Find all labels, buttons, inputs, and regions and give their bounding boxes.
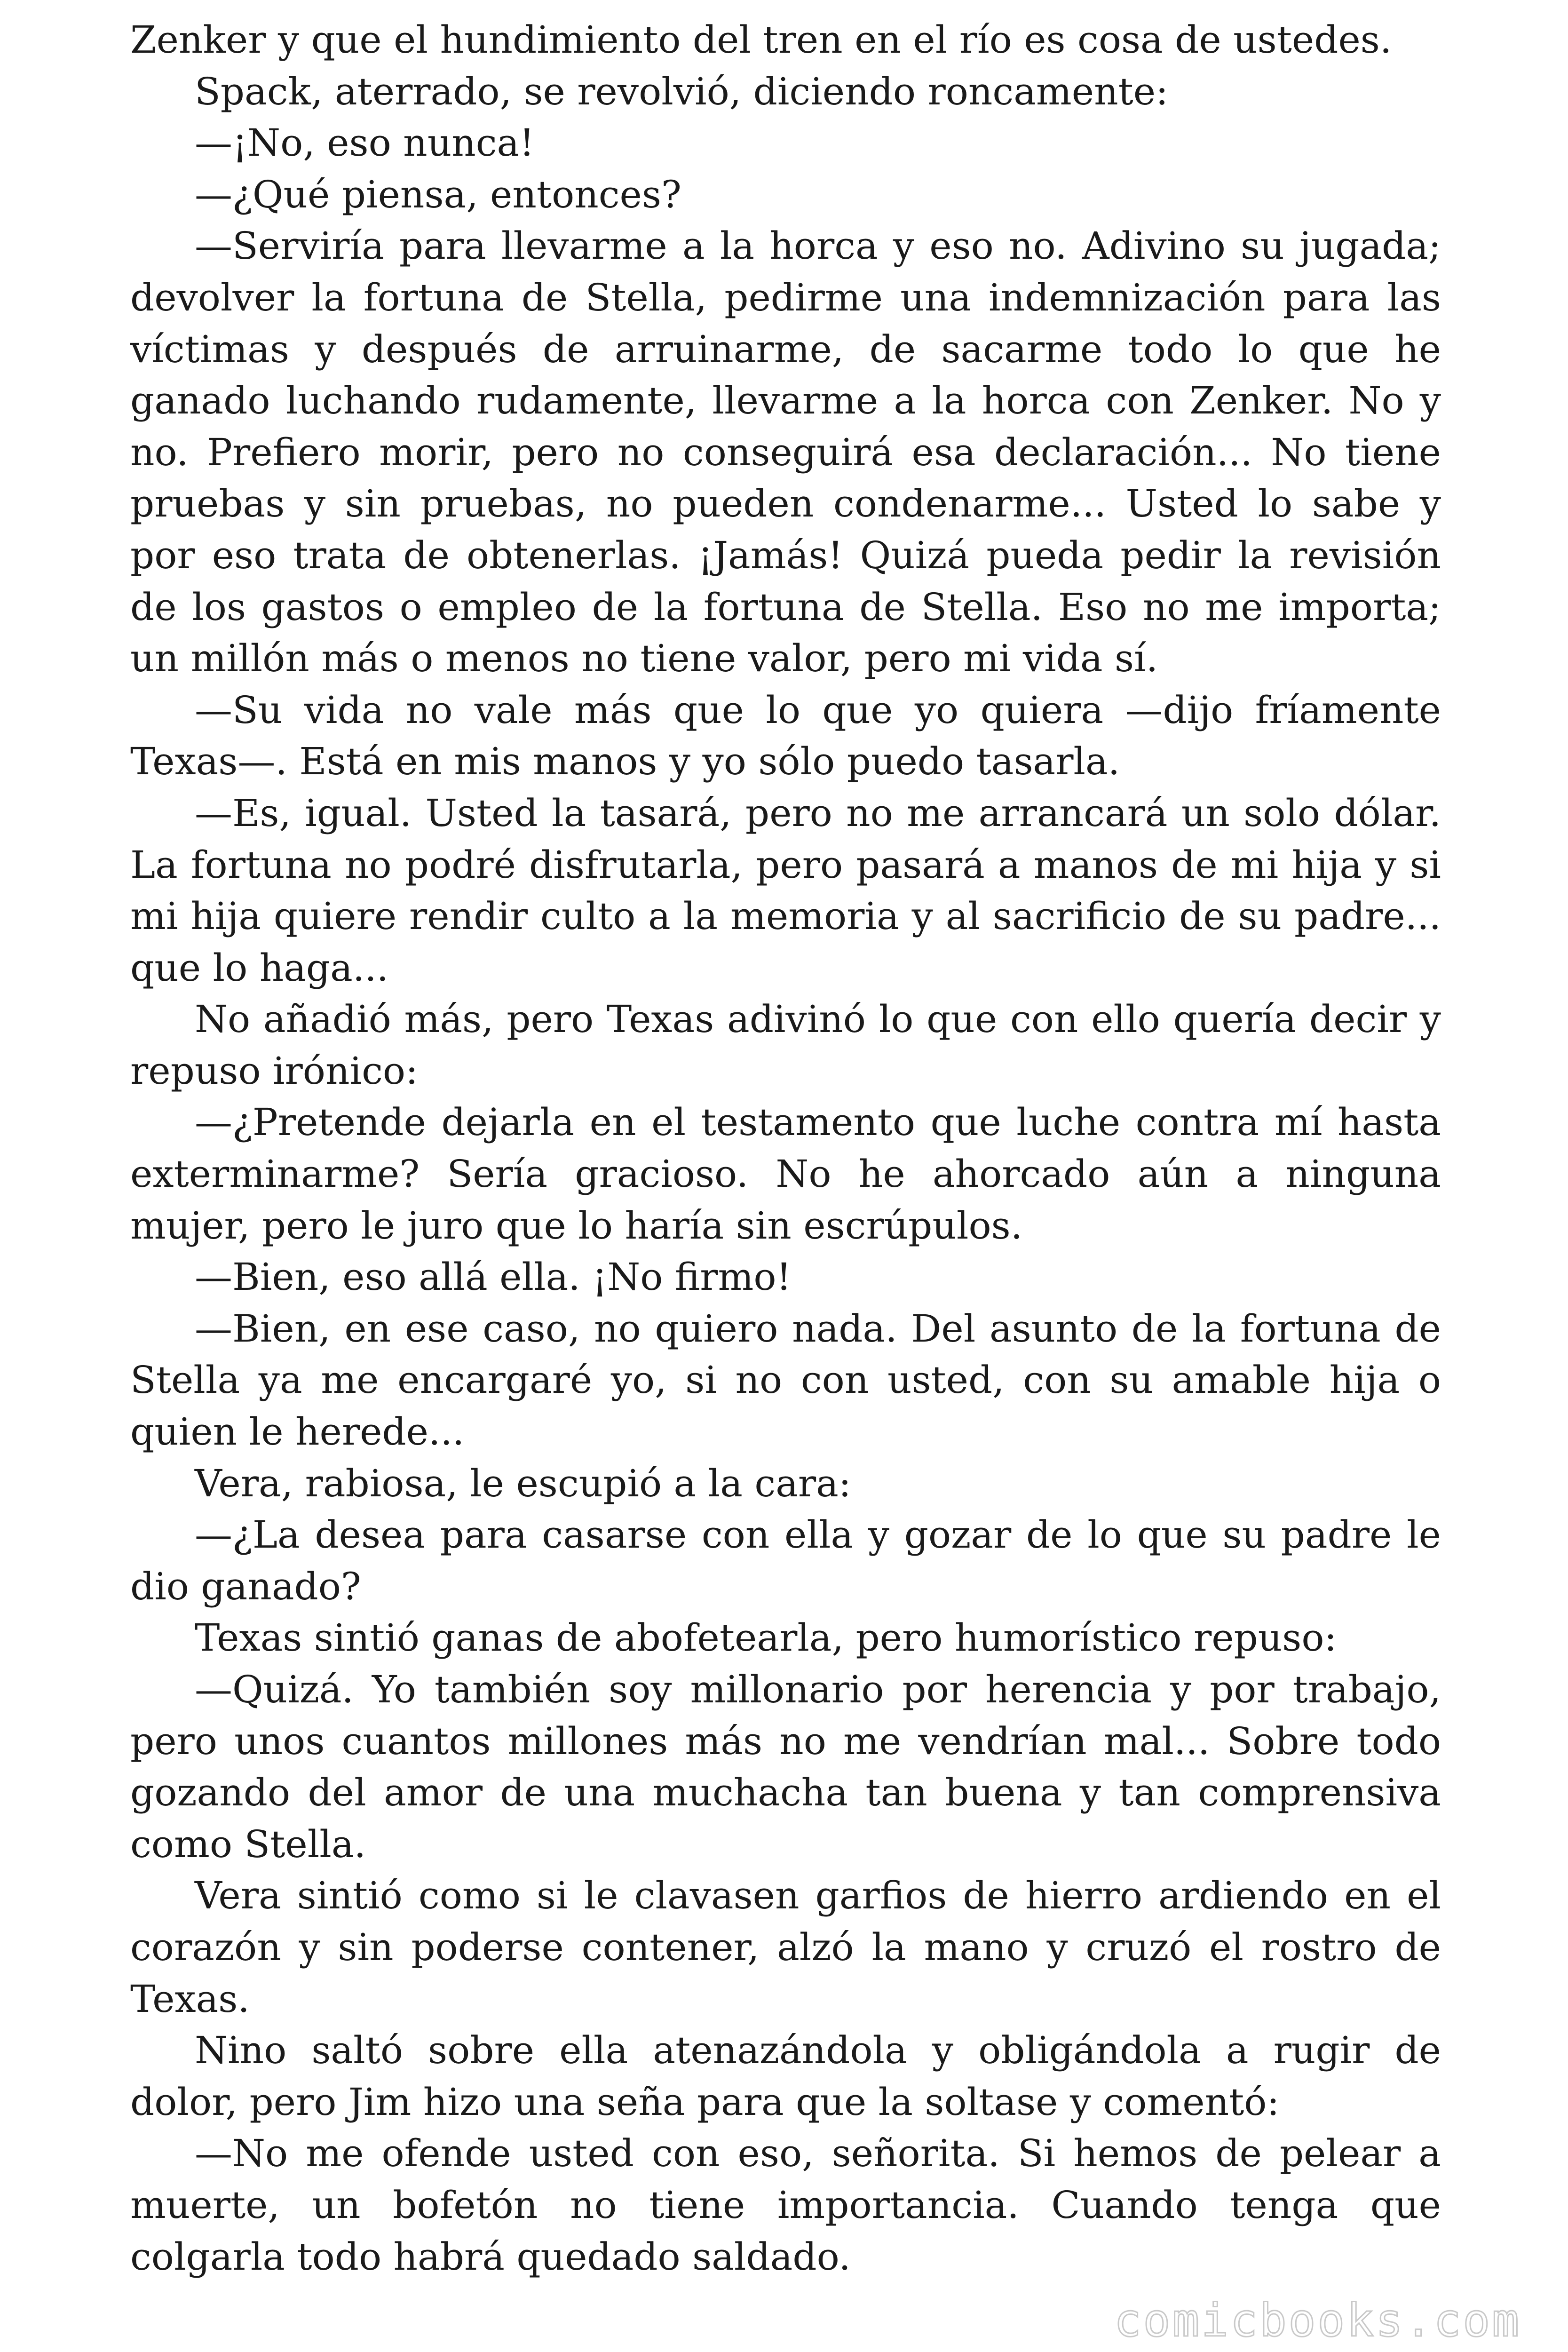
- paragraph-1: Zenker y que el hundimiento del tren en el río es cosa de ustedes.: [130, 18, 1392, 62]
- paragraph-8: No añadió más, pero Texas adivinó lo que con ello quería decir y repuso irónico:: [130, 997, 1441, 1093]
- paragraph-12: Vera, rabiosa, le escupió a la cara:: [195, 1461, 851, 1505]
- paragraph-10: —Bien, eso allá ella. ¡No firmo!: [195, 1255, 792, 1299]
- paragraph-17: Nino saltó sobre ella atenazándola y obligándola a rugir de dolor, pero Jim hizo una seña para que la soltase y comentó:: [130, 2028, 1441, 2124]
- book-page-text: [130, 14, 1441, 2282]
- paragraph-6: —Su vida no vale más que lo que yo quiera —dijo fríamente Texas—. Está en mis manos y yo sólo puedo tasarla.: [130, 688, 1441, 784]
- paragraph-15: —Quizá. Yo también soy millonario por herencia y por trabajo, pero unos cuantos millones más no me vendrían mal... Sobre todo gozando del amor de una muchacha tan buena y tan comprensiva como Stella.: [130, 1668, 1441, 1866]
- paragraph-14: Texas sintió ganas de abofetearla, pero humorístico repuso:: [195, 1616, 1337, 1660]
- paragraph-13: —¿La desea para casarse con ella y gozar de lo que su padre le dio ganado?: [130, 1513, 1441, 1608]
- paragraph-5: —Serviría para llevarme a la horca y eso no. Adivino su jugada; devolver la fortuna de Stella, pedirme una indemnización para las víctimas y después de arruinarme, de sacarme todo lo que he ganado luchando rudamente, llevarme a la horca con Zenker. No y no. Prefiero morir, pero no conseguirá esa declaración... No tiene pruebas y sin pruebas, no pueden condenarme... Usted lo sabe y por eso trata de obtenerlas. ¡Jamás! Quizá pueda pedir la revisión de los gastos o empleo de la fortuna de Stella. Eso no me importa; un millón más o menos no tiene valor, pero mi vida sí.: [130, 224, 1441, 681]
- paragraph-7: —Es, igual. Usted la tasará, pero no me arrancará un solo dólar. La fortuna no podré disfrutarla, pero pasará a manos de mi hija y si mi hija quiere rendir culto a la memoria y al sacrificio de su padre... que lo haga...: [130, 791, 1441, 990]
- paragraph-4: —¿Qué piensa, entonces?: [195, 172, 681, 216]
- watermark: comicbooks.com: [1114, 2294, 1521, 2347]
- paragraph-3: —¡No, eso nunca!: [195, 121, 535, 165]
- paragraph-18: —No me ofende usted con eso, señorita. Si hemos de pelear a muerte, un bofetón no tiene importancia. Cuando tenga que colgarla todo habrá quedado saldado.: [130, 2131, 1441, 2279]
- paragraph-9: —¿Pretende dejarla en el testamento que luche contra mí hasta exterminarme? Sería gracioso. No he ahorcado aún a ninguna mujer, pero le juro que lo haría sin escrúpulos.: [130, 1100, 1441, 1248]
- paragraph-11: —Bien, en ese caso, no quiero nada. Del asunto de la fortuna de Stella ya me encargaré yo, si no con usted, con su amable hija o quien le herede...: [130, 1306, 1441, 1454]
- paragraph-2: Spack, aterrado, se revolvió, diciendo roncamente:: [195, 69, 1169, 113]
- paragraph-16: Vera sintió como si le clavasen garfios de hierro ardiendo en el corazón y sin poderse contener, alzó la mano y cruzó el rostro de Texas.: [130, 1874, 1441, 2021]
